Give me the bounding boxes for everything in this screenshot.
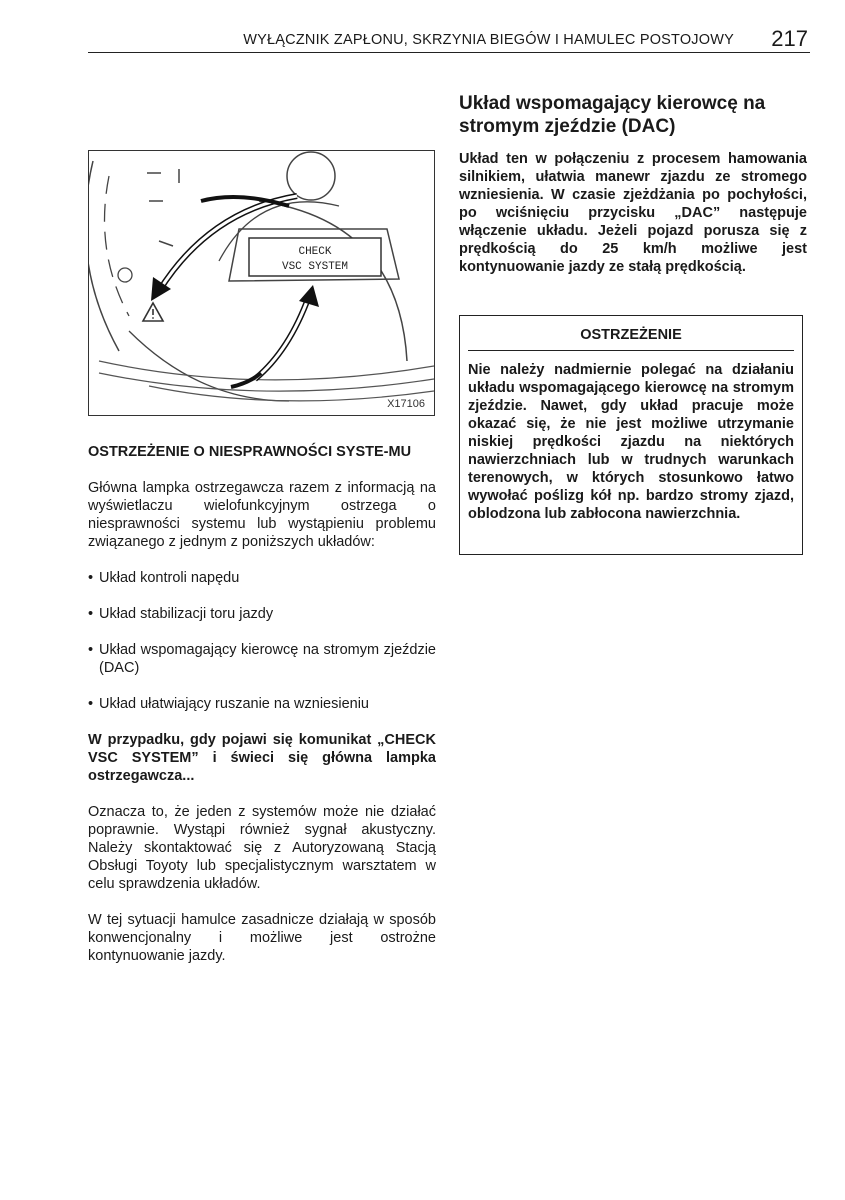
warning-text: Nie należy nadmiernie polegać na działaniu układu wspomagającego kierowcę na stromym zjeździe. Nawet, gdy układ pracuje może okazać się, że nie jest możliwe utrzymanie niskiej prędkości zjazdu na niektórych nawierzchniach lub w trudnych warunkach terenowych, w których stosunkowo łatwo wywołać poślizg kół np. bardzo stromy zjazd, oblodzona lub zabłocona nawierzchnia. xyxy=(468,362,794,522)
warning-box xyxy=(459,315,803,555)
left-column xyxy=(88,443,436,965)
meaning-paragraph: Oznacza to, że jeden z systemów może nie działać poprawnie. Wystąpi również sygnał akustyczny. Należy skontaktować się z Autoryzowaną Stacją Obsługi Toyoty lub specjalistycznym warsztatem w celu sprawdzenia układów. xyxy=(88,804,436,892)
list-item: • Układ stabilizacji toru jazdy xyxy=(88,605,436,623)
systems-list xyxy=(88,569,436,713)
right-column xyxy=(459,92,807,276)
display-line-2: VSC SYSTEM xyxy=(281,261,349,273)
page-header xyxy=(88,24,810,53)
arrow-icon xyxy=(231,285,319,387)
instrument-cluster-figure xyxy=(88,150,435,416)
check-vsc-paragraph: W przypadku, gdy pojawi się komunikat „CHECK VSC SYSTEM” i świeci się główna lampka ostrzegawcza... xyxy=(88,732,436,784)
list-item: • Układ ułatwiający ruszanie na wzniesieniu xyxy=(88,695,436,713)
figure-code: X17106 xyxy=(387,398,425,410)
brakes-paragraph: W tej sytuacji hamulce zasadnicze działają w sposób konwencjonalny i możliwe jest ostrożne kontynuowanie jazdy. xyxy=(88,912,436,964)
cluster-illustration xyxy=(89,151,434,415)
display-line-1: CHECK xyxy=(298,246,332,258)
malfunction-heading: OSTRZEŻENIE O NIESPRAWNOŚCI SYSTE-MU xyxy=(88,444,412,460)
page-number: 217 xyxy=(771,26,808,51)
list-item: • Układ kontroli napędu xyxy=(88,569,436,587)
warning-heading: OSTRZEŻENIE xyxy=(468,326,794,351)
warning-triangle-icon xyxy=(143,303,163,321)
malfunction-intro: Główna lampka ostrzegawcza razem z informacją na wyświetlaczu wielofunkcyjnym ostrzega o niesprawności systemu lub wystąpieniu problemu związanego z jednym z poniższych układów: xyxy=(88,480,436,550)
dac-description: Układ ten w połączeniu z procesem hamowania silnikiem, ułatwia manewr zjazdu ze stromego wzniesienia. W czasie zjeżdżania po pochyłości, po wciśnięciu przycisku „DAC” następuje włączenie układu. Jeżeli pojazd porusza się z prędkością do 25 km/h możliwe jest kontynuowanie jazdy ze stałą prędkością. xyxy=(459,151,807,275)
dac-title: Układ wspomagający kierowcę na stromym zjeździe (DAC) xyxy=(459,93,766,137)
header-title: WYŁĄCZNIK ZAPŁONU, SKRZYNIA BIEGÓW I HAMULEC POSTOJOWY xyxy=(243,32,734,48)
list-item: • Układ wspomagający kierowcę na stromym zjeździe (DAC) xyxy=(88,641,436,677)
